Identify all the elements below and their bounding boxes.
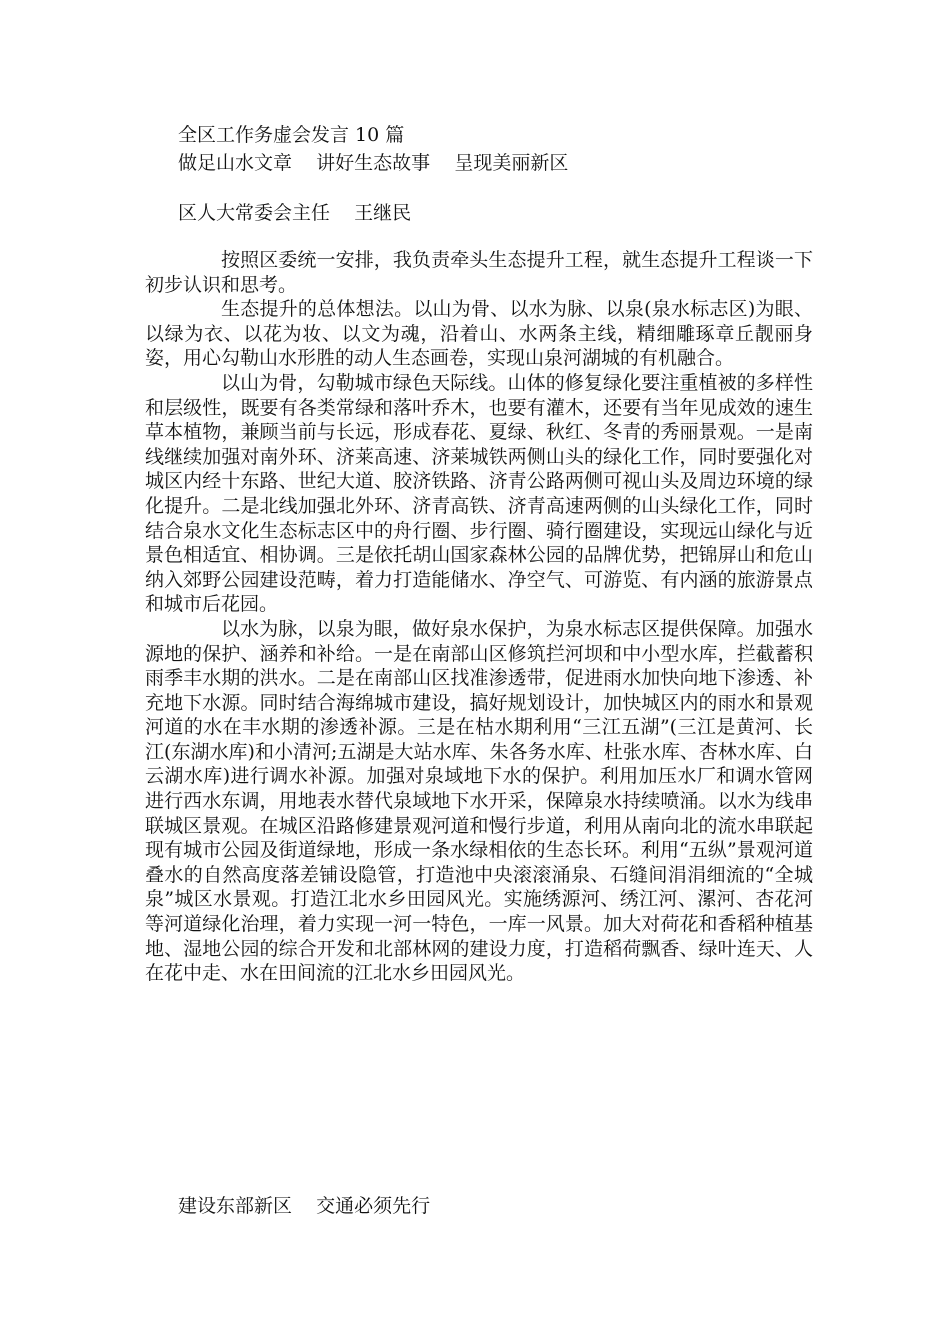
next-section-title: 建设东部新区 交通必须先行 xyxy=(178,1195,431,1217)
document-title: 全区工作务虚会发言 10 篇 xyxy=(178,124,405,146)
author-line: 区人大常委会主任 王继民 xyxy=(178,202,412,224)
paragraph-mountains: 以山为骨，勾勒城市绿色天际线。山体的修复绿化要注重植被的多样性和层级性，既要有各类常绿和落叶乔木，也要有灌木，还要有当年见成效的速生草本植物，兼顾当前与长远，形成春花、夏绿、秋红、冬青的秀丽景观。一是南线继续加强对南外环、济莱高速、济莱城铁两侧山头的绿化工作，同时要强化对城区内经十东路、世纪大道、胶济铁路、济青公路两侧可视山头及周边环境的绿化提升。二是北线加强北外环、济青高铁、济青高速两侧的山头绿化工作，同时结合泉水文化生态标志区中的舟行圈、步行圈、骑行圈建设，实现远山绿化与近景色相适宜、相协调。三是依托胡山国家森林公园的品牌优势，把锦屏山和危山纳入郊野公园建设范畴，着力打造能储水、净空气、可游览、有内涵的旅游景点和城市后花园。 xyxy=(145,371,813,616)
document-subtitle: 做足山水文章 讲好生态故事 呈现美丽新区 xyxy=(178,152,569,174)
paragraph-water-springs: 以水为脉，以泉为眼，做好泉水保护，为泉水标志区提供保障。加强水源地的保护、涵养和补给。一是在南部山区修筑拦河坝和中小型水库，拦截蓄积雨季丰水期的洪水。二是在南部山区找准渗透带，促进雨水加快向地下渗透、补充地下水源。同时结合海绵城市建设，搞好规划设计，加快城区内的雨水和景观河道的水在丰水期的渗透补源。三是在枯水期利用“三江五湖”(三江是黄河、长江(东湖水库)和小清河;五湖是大站水库、朱各务水库、杜张水库、杏林水库、白云湖水库)进行调水补源。加强对泉域地下水的保护。利用加压水厂和调水管网进行西水东调，用地表水替代泉域地下水开采，保障泉水持续喷涌。以水为线串联城区景观。在城区沿路修建景观河道和慢行步道，利用从南向北的流水串联起现有城市公园及街道绿地，形成一条水绿相依的生态长环。利用“五纵”景观河道叠水的自然高度落差铺设隐管，打造池中央滚滚涌泉、石缝间涓涓细流的“全城泉”城区水景观。打造江北水乡田园风光。实施绣源河、绣江河、漯河、杏花河等河道绿化治理，着力实现一河一特色，一库一风景。加大对荷花和香稻种植基地、湿地公园的综合开发和北部林网的建设力度，打造稻荷飘香、绿叶连天、人在花中走、水在田间流的江北水乡田园风光。 xyxy=(145,617,813,985)
article-body xyxy=(145,248,813,986)
paragraph-overall-idea: 生态提升的总体想法。以山为骨、以水为脉、以泉(泉水标志区)为眼、以绿为衣、以花为妆、以文为魂，沿着山、水两条主线，精细雕琢章丘靓丽身姿，用心勾勒山水形胜的动人生态画卷，实现山泉河湖城的有机融合。 xyxy=(145,298,813,370)
paragraph-intro: 按照区委统一安排，我负责牵头生态提升工程，就生态提升工程谈一下初步认识和思考。 xyxy=(145,249,813,296)
